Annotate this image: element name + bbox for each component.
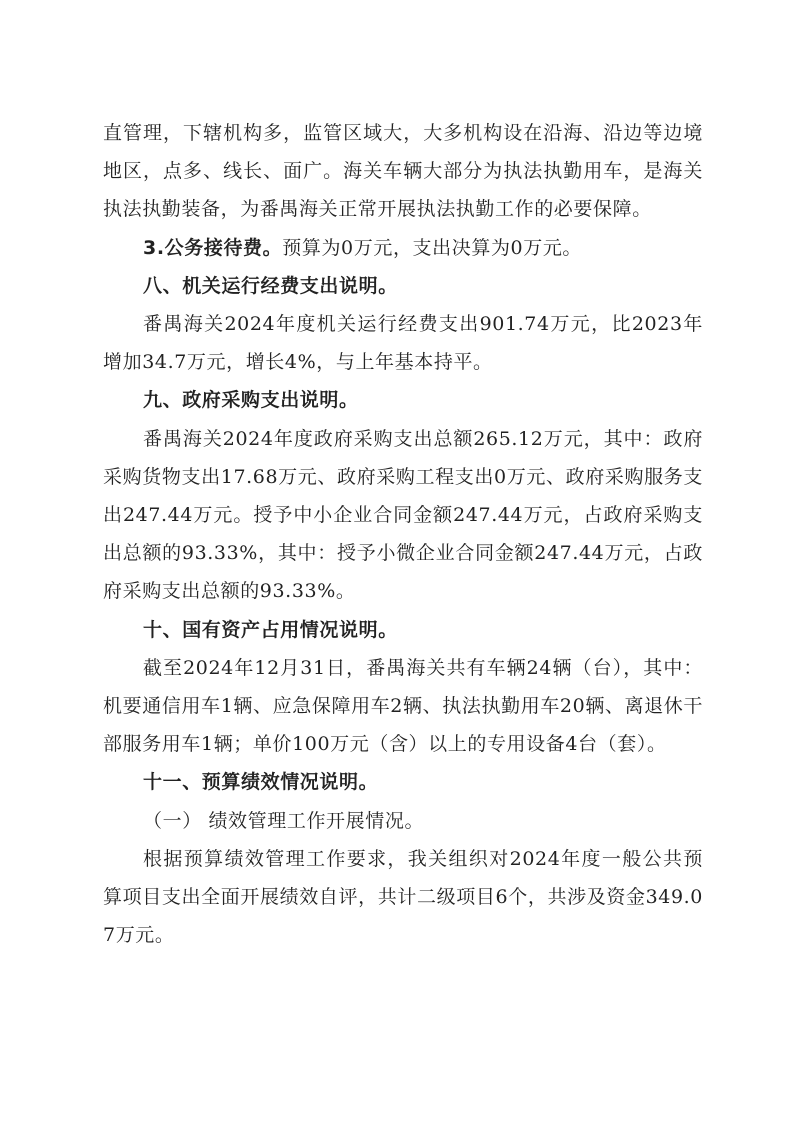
reception-fee-text: 预算为0万元，支出决算为0万元。 [282,236,583,259]
document-body [103,114,703,954]
paragraph-operating-expenses: 番禺海关2024年度机关运行经费支出901.74万元，比2023年增加34.7万元，增长4%，与上年基本持平。 [103,313,703,374]
paragraph-performance-evaluation: 根据预算绩效管理工作要求，我关组织对2024年度一般公共预算项目支出全面开展绩效自评，共计二级项目6个，共涉及资金349.07万元。 [103,847,703,947]
heading-section-8: 八、机关运行经费支出说明。 [143,274,398,297]
paragraph-vehicle-continuation: 直管理，下辖机构多，监管区域大，大多机构设在沿海、沿边等边境地区，点多、线长、面广。海关车辆大部分为执法执勤用车，是海关执法执勤装备，为番禺海关正常开展执法执勤工作的必要保障。 [103,122,703,221]
paragraph-state-assets: 截至2024年12月31日，番禺海关共有车辆24辆（台），其中：机要通信用车1辆、应急保障用车2辆、执法执勤用车20辆、离退休干部服务用车1辆；单价100万元（含）以上的专用设备4台（套）。 [103,656,703,756]
heading-section-9: 九、政府采购支出说明。 [143,389,359,412]
heading-section-11: 十一、预算绩效情况说明。 [143,771,379,794]
subheading-performance-management: （一） 绩效管理工作开展情况。 [143,809,425,832]
reception-fee-lead: 3.公务接待费。 [143,236,283,259]
paragraph-procurement: 番禺海关2024年度政府采购支出总额265.12万元，其中：政府采购货物支出17.68万元、政府采购工程支出0万元、政府采购服务支出247.44万元。授予中小企业合同金额247.44万元，占政府采购支出总额的93.33%，其中：授予小微企业合同金额247.44万元，占政府采购支出总额的93.33%。 [103,427,703,603]
paragraph-reception-fee [103,229,703,267]
heading-section-10: 十、国有资产占用情况说明。 [143,618,398,641]
